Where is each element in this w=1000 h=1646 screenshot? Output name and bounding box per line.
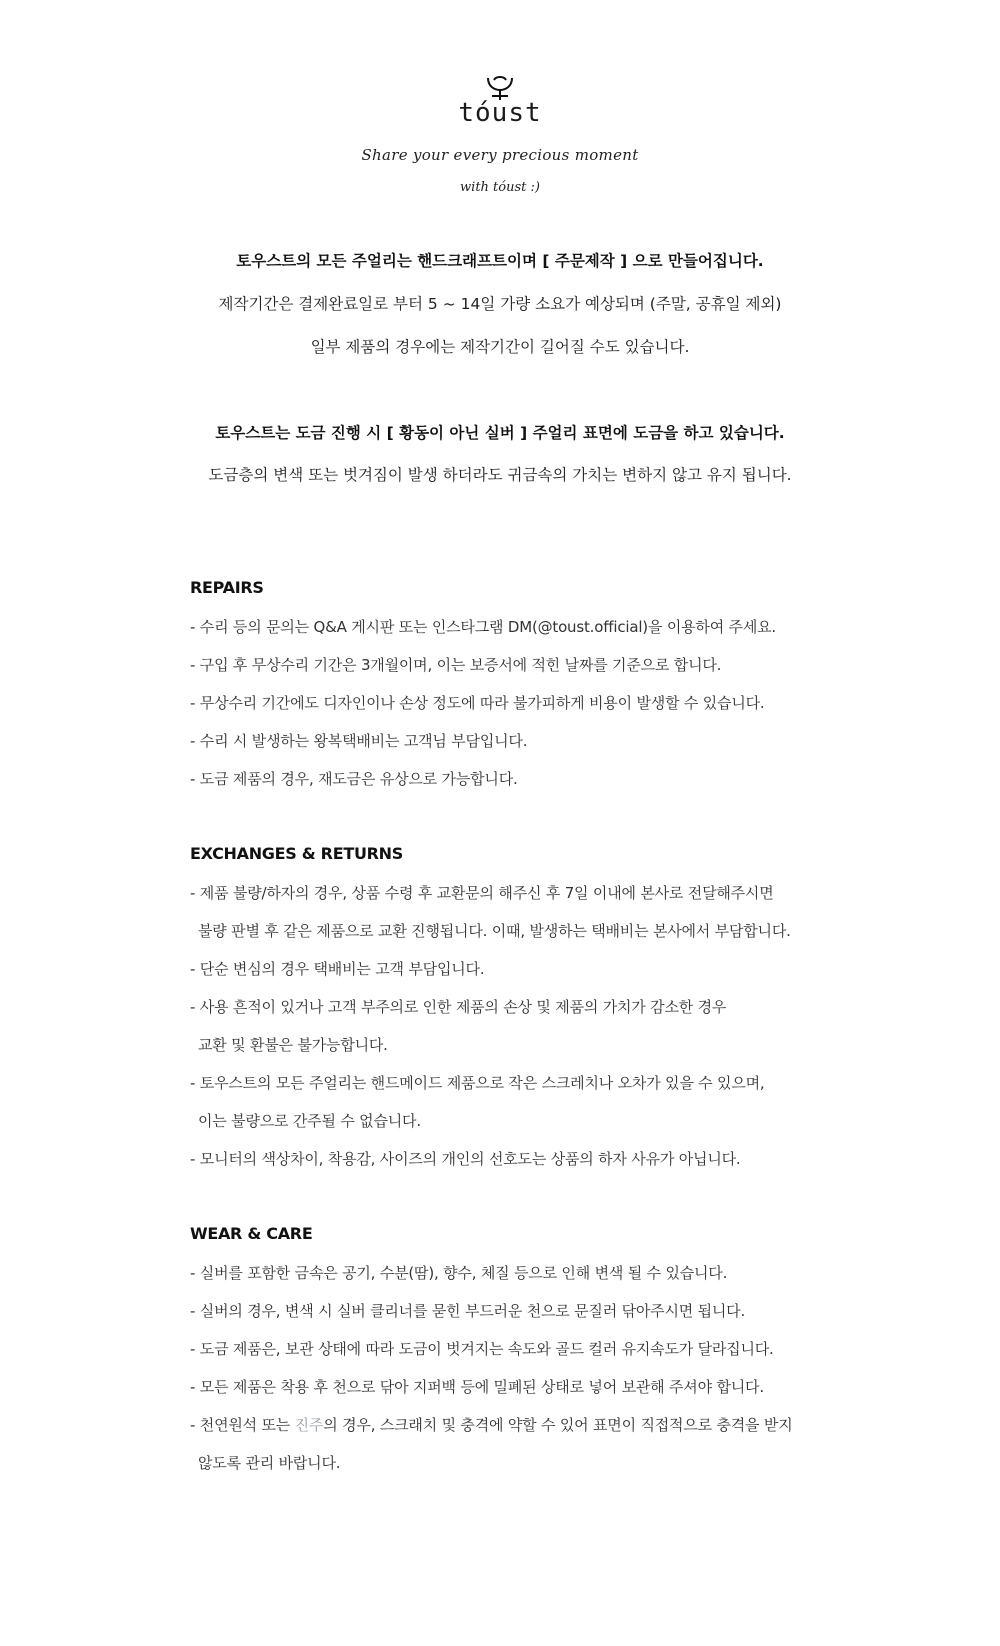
care-item: 않도록 관리 바랍니다. — [198, 1454, 341, 1472]
exchanges-item: - 토우스트의 모든 주얼리는 핸드메이드 제품으로 작은 스크레치나 오차가 있을 수 있으며, — [190, 1074, 765, 1092]
repairs-item: - 수리 시 발생하는 왕복택배비는 고객님 부담입니다. — [190, 732, 528, 750]
care-item-text: 의 경우, 스크래치 및 충격에 약할 수 있어 표면이 직접적으로 충격을 받지 — [323, 1416, 793, 1434]
brand-name: tóust — [458, 98, 542, 128]
exchanges-item: 이는 불량으로 간주될 수 없습니다. — [198, 1112, 421, 1130]
care-item — [190, 1414, 793, 1435]
repairs-item: - 수리 등의 문의는 Q&A 게시판 또는 인스타그램 DM(@toust.official)을 이용하여 주세요. — [190, 618, 776, 636]
exchanges-item: - 단순 변심의 경우 택배비는 고객 부담입니다. — [190, 960, 485, 978]
intro-line-5: 도금층의 변색 또는 벗겨짐이 발생 하더라도 귀금속의 가치는 변하지 않고 유지 됩니다. — [208, 466, 792, 484]
care-item-text: - 천연원석 또는 — [190, 1416, 295, 1434]
repairs-item: - 도금 제품의 경우, 재도금은 유상으로 가능합니다. — [190, 770, 518, 788]
exchanges-item: - 모니터의 색상차이, 착용감, 사이즈의 개인의 선호도는 상품의 하자 사유가 아닙니다. — [190, 1150, 741, 1168]
exchanges-item: 교환 및 환불은 불가능합니다. — [198, 1036, 388, 1054]
care-item: - 도금 제품은, 보관 상태에 따라 도금이 벗겨지는 속도와 골드 컬러 유지속도가 달라집니다. — [190, 1340, 774, 1358]
care-item: - 실버의 경우, 변색 시 실버 클리너를 묻힌 부드러운 천으로 문질러 닦아주시면 됩니다. — [190, 1302, 746, 1320]
exchanges-title: EXCHANGES & RETURNS — [190, 844, 403, 863]
brand-tagline: Share your every precious moment — [361, 146, 639, 164]
care-item: - 실버를 포함한 금속은 공기, 수분(땀), 향수, 체질 등으로 인해 변색 될 수 있습니다. — [190, 1264, 728, 1282]
exchanges-item: 불량 판별 후 같은 제품으로 교환 진행됩니다. 이때, 발생하는 택배비는 본사에서 부담합니다. — [198, 922, 791, 940]
intro-line-1: 토우스트의 모든 주얼리는 핸드크래프트이며 [ 주문제작 ] 으로 만들어집니다. — [236, 252, 764, 270]
intro-line-4: 토우스트는 도금 진행 시 [ 황동이 아닌 실버 ] 주얼리 표면에 도금을 하고 있습니다. — [215, 424, 785, 442]
repairs-title: REPAIRS — [190, 578, 264, 597]
brand-tagline-sub: with tóust :) — [460, 180, 540, 195]
repairs-item: - 구입 후 무상수리 기간은 3개월이며, 이는 보증서에 적힌 날짜를 기준으로 합니다. — [190, 656, 722, 674]
exchanges-item: - 제품 불량/하자의 경우, 상품 수령 후 교환문의 해주신 후 7일 이내에 본사로 전달해주시면 — [190, 884, 774, 902]
brand-header — [0, 74, 1000, 195]
intro-line-3: 일부 제품의 경우에는 제작기간이 길어질 수도 있습니다. — [310, 338, 690, 356]
intro-line-2: 제작기간은 결제완료일로 부터 5 ~ 14일 가량 소요가 예상되며 (주말, 공휴일 제외) — [218, 295, 782, 313]
repairs-item: - 무상수리 기간에도 디자인이나 손상 정도에 따라 불가피하게 비용이 발생할 수 있습니다. — [190, 694, 765, 712]
care-item: - 모든 제품은 착용 후 천으로 닦아 지퍼백 등에 밀폐된 상태로 넣어 보관해 주셔야 합니다. — [190, 1378, 764, 1396]
exchanges-item: - 사용 흔적이 있거나 고객 부주의로 인한 제품의 손상 및 제품의 가치가 감소한 경우 — [190, 998, 727, 1016]
care-item-highlight: 진주 — [294, 1416, 324, 1434]
care-title: WEAR & CARE — [190, 1224, 313, 1243]
